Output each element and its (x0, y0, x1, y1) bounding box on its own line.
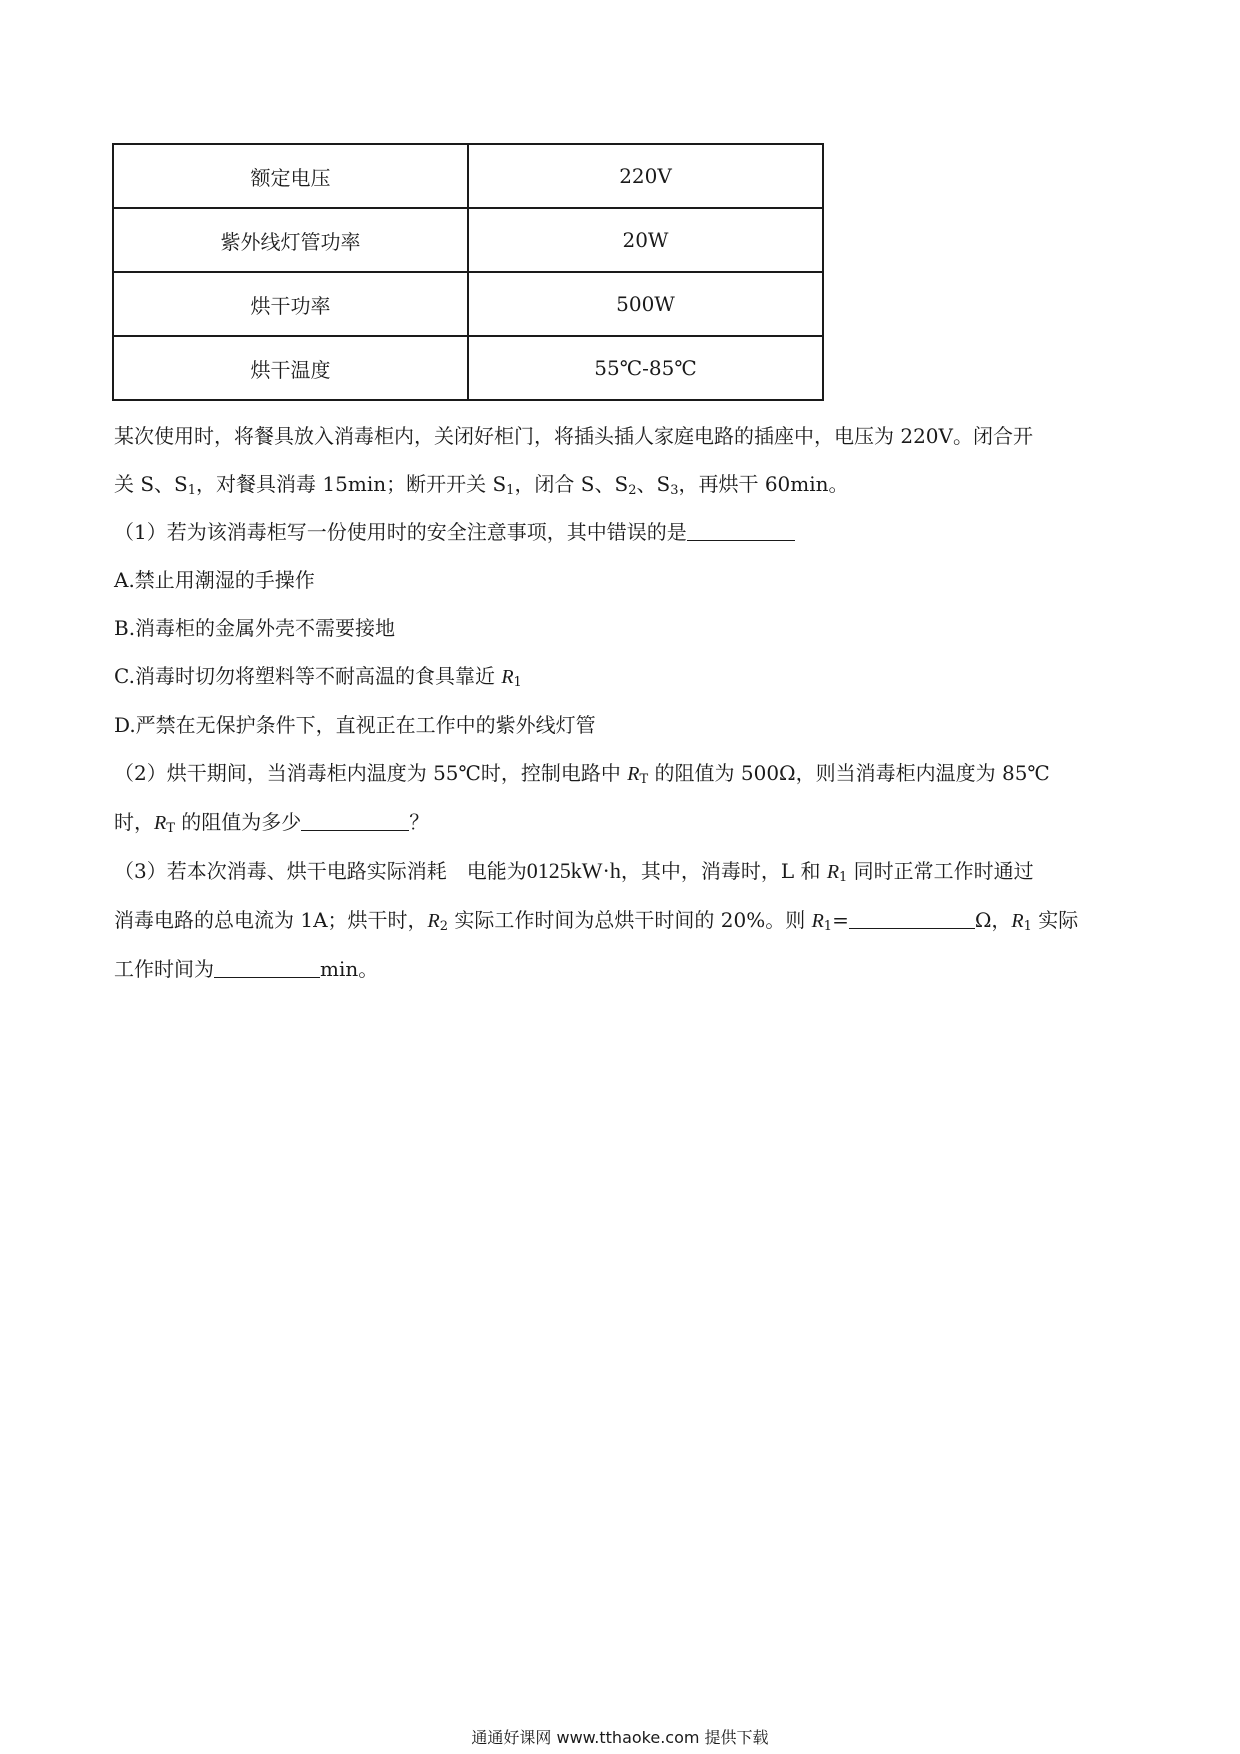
answer-blank[interactable] (214, 957, 320, 978)
q2-text: 的阻值为 500Ω，则当消毒柜内温度为 85℃ (648, 761, 1050, 785)
q3-line (114, 945, 1124, 993)
q1-option-a: A.禁止用潮湿的手操作 (114, 568, 315, 592)
q3-text: 实际 (1031, 908, 1079, 932)
q1-stem-text: （1）若为该消毒柜写一份使用时的安全注意事项，其中错误的是 (114, 520, 687, 544)
subscript: 1 (513, 675, 522, 690)
intro-line (114, 412, 1124, 460)
q3-text: 消毒电路的总电流为 1A；烘干时， (114, 908, 428, 932)
variable: R (627, 763, 640, 785)
q3-line (114, 847, 1124, 896)
q3-text: ，其中，消毒时，L 和 (620, 859, 827, 883)
intro-text: ，闭合 S、S (514, 472, 629, 496)
intro-text: ，对餐具消毒 15min；断开开关 S (196, 472, 507, 496)
q1-option-b: B.消毒柜的金属外壳不需要接地 (114, 616, 396, 640)
intro-text: 关 S、S (114, 472, 188, 496)
variable: R (1011, 910, 1024, 932)
variable: R (501, 666, 514, 688)
spec-value: 500W (468, 272, 823, 336)
variable: R (154, 812, 167, 834)
q3-text: 同时正常工作时通过 (847, 859, 1034, 883)
q2-text: ？ (409, 810, 430, 834)
intro-text: 某次使用时，将餐具放入消毒柜内，关闭好柜门，将插头插人家庭电路的插座中，电压为 220V。闭合开 (114, 424, 1033, 448)
subscript: 3 (670, 483, 679, 498)
table-row (113, 272, 823, 336)
q3-text: Ω， (974, 908, 1012, 932)
subscript: 1 (187, 483, 197, 498)
spec-label: 额定电压 (113, 144, 468, 208)
variable: R (427, 910, 440, 932)
spec-table (112, 143, 824, 401)
q3-text: = (832, 908, 849, 932)
q3-text: （3）若本次消毒、烘干电路实际消耗 电能为 (114, 859, 527, 883)
q3-text: 实际工作时间为总烘干时间的 20%。则 (448, 908, 812, 932)
subscript: 1 (1023, 919, 1032, 934)
subscript: 1 (823, 919, 833, 934)
subscript: 1 (839, 870, 848, 885)
q3-line (114, 896, 1124, 945)
intro-text: ，再烘干 60min。 (678, 472, 849, 496)
q2-line (114, 749, 1124, 798)
intro-text: 、S (636, 472, 671, 496)
q2-text: （2）烘干期间，当消毒柜内温度为 55℃时，控制电路中 (114, 761, 628, 785)
spec-label: 烘干功率 (113, 272, 468, 336)
q2-text: 的阻值为多少 (174, 810, 302, 834)
footer-source: 通通好课网 www.tthaoke.com 提供下载 (471, 1728, 769, 1747)
subscript: 1 (506, 483, 515, 498)
spec-label: 紫外线灯管功率 (113, 208, 468, 272)
q2-line (114, 798, 1124, 847)
subscript: T (166, 821, 175, 836)
spec-label: 烘干温度 (113, 336, 468, 400)
question-body (114, 412, 1124, 993)
spec-value: 20W (468, 208, 823, 272)
table-row (113, 208, 823, 272)
q2-text: 时， (114, 810, 154, 834)
option-text: C.消毒时切勿将塑料等不耐高温的食具靠近 (114, 664, 502, 688)
variable: R (826, 861, 840, 883)
spec-value: 55℃-85℃ (468, 336, 823, 400)
subscript: T (639, 772, 649, 787)
energy-value: 0125kW·h (526, 858, 621, 883)
table-row (113, 336, 823, 400)
variable: R (811, 910, 824, 932)
subscript: 2 (628, 483, 637, 498)
answer-blank[interactable] (849, 908, 975, 929)
q3-text: 工作时间为 (114, 957, 214, 981)
answer-blank[interactable] (687, 520, 795, 541)
q1-option-c (114, 652, 1124, 701)
table-row (113, 144, 823, 208)
answer-blank[interactable] (301, 810, 409, 831)
q3-text: min。 (320, 957, 379, 981)
q1-option-d: D.严禁在无保护条件下，直视正在工作中的紫外线灯管 (114, 713, 596, 737)
spec-value: 220V (468, 144, 823, 208)
q1-stem (114, 508, 1124, 556)
intro-line (114, 460, 1124, 508)
subscript: 2 (439, 919, 449, 934)
